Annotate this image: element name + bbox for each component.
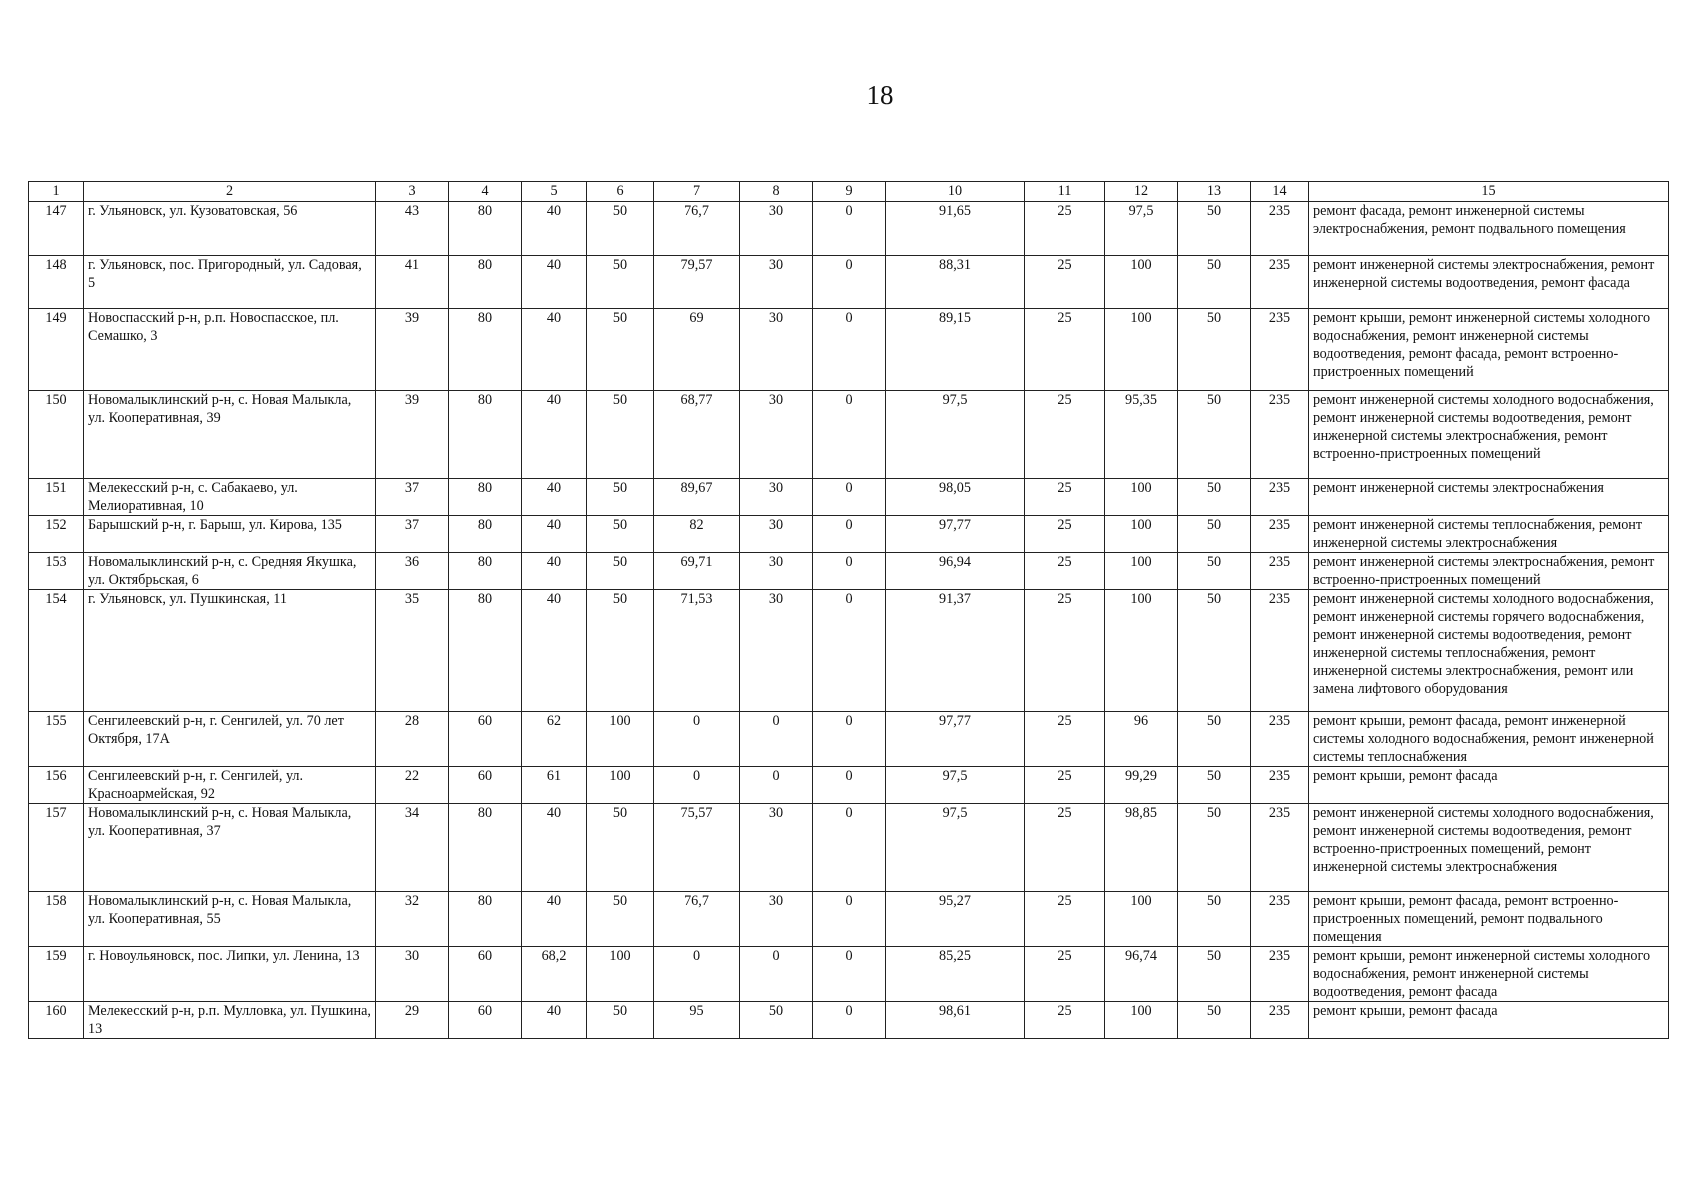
- cell-col-5: 40: [522, 804, 587, 892]
- row-number-cell: 147: [29, 202, 84, 256]
- cell-col-8: 50: [740, 1002, 813, 1039]
- cell-col-8: 30: [740, 590, 813, 712]
- row-number-cell: 160: [29, 1002, 84, 1039]
- cell-col-9: 0: [813, 767, 886, 804]
- row-number-cell: 156: [29, 767, 84, 804]
- table-row: [29, 1002, 1669, 1039]
- cell-col-6: 100: [587, 947, 654, 1002]
- works-cell: ремонт инженерной системы холодного водоснабжения, ремонт инженерной системы водоотведения, ремонт встроенно-пристроенных помещений, ремонт инженерной системы электроснабжения: [1309, 804, 1669, 892]
- cell-col-7: 82: [654, 516, 740, 553]
- works-cell: ремонт инженерной системы электроснабжения, ремонт инженерной системы водоотведения, ремонт фасада: [1309, 256, 1669, 309]
- cell-col-4: 80: [449, 804, 522, 892]
- cell-col-3: 39: [376, 391, 449, 479]
- cell-col-5: 62: [522, 712, 587, 767]
- cell-col-3: 41: [376, 256, 449, 309]
- cell-col-7: 71,53: [654, 590, 740, 712]
- cell-col-11: 25: [1025, 590, 1105, 712]
- cell-col-3: 29: [376, 1002, 449, 1039]
- cell-col-12: 100: [1105, 479, 1178, 516]
- cell-col-5: 40: [522, 892, 587, 947]
- works-cell: ремонт инженерной системы холодного водоснабжения, ремонт инженерной системы водоотведения, ремонт инженерной системы электроснабжения, ремонт встроенно-пристроенных помещений: [1309, 391, 1669, 479]
- cell-col-3: 35: [376, 590, 449, 712]
- cell-col-6: 50: [587, 516, 654, 553]
- cell-col-13: 50: [1178, 892, 1251, 947]
- cell-col-8: 0: [740, 947, 813, 1002]
- address-cell: Сенгилеевский р-н, г. Сенгилей, ул. 70 лет Октября, 17А: [84, 712, 376, 767]
- cell-col-6: 50: [587, 309, 654, 391]
- cell-col-12: 99,29: [1105, 767, 1178, 804]
- cell-col-13: 50: [1178, 309, 1251, 391]
- row-number-cell: 151: [29, 479, 84, 516]
- cell-col-9: 0: [813, 712, 886, 767]
- row-number-cell: 157: [29, 804, 84, 892]
- cell-col-6: 50: [587, 892, 654, 947]
- cell-col-4: 60: [449, 712, 522, 767]
- cell-col-12: 100: [1105, 892, 1178, 947]
- cell-col-8: 30: [740, 892, 813, 947]
- cell-col-7: 69,71: [654, 553, 740, 590]
- cell-col-9: 0: [813, 1002, 886, 1039]
- cell-col-11: 25: [1025, 391, 1105, 479]
- works-cell: ремонт инженерной системы теплоснабжения, ремонт инженерной системы электроснабжения: [1309, 516, 1669, 553]
- cell-col-13: 50: [1178, 767, 1251, 804]
- cell-col-7: 0: [654, 947, 740, 1002]
- cell-col-7: 76,7: [654, 202, 740, 256]
- cell-col-10: 97,77: [886, 712, 1025, 767]
- cell-col-4: 80: [449, 479, 522, 516]
- address-cell: г. Ульяновск, пос. Пригородный, ул. Садовая, 5: [84, 256, 376, 309]
- column-header-2: 2: [84, 182, 376, 202]
- cell-col-5: 61: [522, 767, 587, 804]
- cell-col-7: 95: [654, 1002, 740, 1039]
- cell-col-3: 32: [376, 892, 449, 947]
- cell-col-5: 40: [522, 256, 587, 309]
- works-cell: ремонт крыши, ремонт инженерной системы холодного водоснабжения, ремонт инженерной системы водоотведения, ремонт фасада: [1309, 947, 1669, 1002]
- works-cell: ремонт крыши, ремонт инженерной системы холодного водоснабжения, ремонт инженерной системы водоотведения, ремонт фасада, ремонт встроенно-пристроенных помещений: [1309, 309, 1669, 391]
- column-header-12: 12: [1105, 182, 1178, 202]
- cell-col-10: 89,15: [886, 309, 1025, 391]
- cell-col-10: 98,61: [886, 1002, 1025, 1039]
- cell-col-4: 80: [449, 892, 522, 947]
- cell-col-13: 50: [1178, 947, 1251, 1002]
- cell-col-7: 0: [654, 767, 740, 804]
- cell-col-7: 89,67: [654, 479, 740, 516]
- cell-col-13: 50: [1178, 804, 1251, 892]
- works-cell: ремонт крыши, ремонт фасада: [1309, 767, 1669, 804]
- cell-col-9: 0: [813, 804, 886, 892]
- cell-col-6: 50: [587, 804, 654, 892]
- address-cell: Сенгилеевский р-н, г. Сенгилей, ул. Красноармейская, 92: [84, 767, 376, 804]
- cell-col-12: 96: [1105, 712, 1178, 767]
- cell-col-8: 30: [740, 391, 813, 479]
- cell-col-14: 235: [1251, 767, 1309, 804]
- row-number-cell: 158: [29, 892, 84, 947]
- cell-col-4: 80: [449, 516, 522, 553]
- works-cell: ремонт фасада, ремонт инженерной системы электроснабжения, ремонт подвального помещения: [1309, 202, 1669, 256]
- cell-col-11: 25: [1025, 202, 1105, 256]
- table-row: [29, 712, 1669, 767]
- column-header-3: 3: [376, 182, 449, 202]
- cell-col-13: 50: [1178, 391, 1251, 479]
- cell-col-4: 60: [449, 1002, 522, 1039]
- address-cell: Новомалыклинский р-н, с. Новая Малыкла, ул. Кооперативная, 55: [84, 892, 376, 947]
- cell-col-9: 0: [813, 202, 886, 256]
- table-row: [29, 256, 1669, 309]
- cell-col-5: 40: [522, 309, 587, 391]
- cell-col-12: 100: [1105, 553, 1178, 590]
- cell-col-7: 0: [654, 712, 740, 767]
- column-header-8: 8: [740, 182, 813, 202]
- cell-col-11: 25: [1025, 804, 1105, 892]
- address-cell: Новомалыклинский р-н, с. Средняя Якушка, ул. Октябрьская, 6: [84, 553, 376, 590]
- address-cell: Новоспасский р-н, р.п. Новоспасское, пл. Семашко, 3: [84, 309, 376, 391]
- cell-col-10: 91,65: [886, 202, 1025, 256]
- address-cell: Мелекесский р-н, с. Сабакаево, ул. Мелиоративная, 10: [84, 479, 376, 516]
- cell-col-5: 40: [522, 391, 587, 479]
- cell-col-8: 30: [740, 804, 813, 892]
- cell-col-9: 0: [813, 256, 886, 309]
- cell-col-5: 40: [522, 516, 587, 553]
- cell-col-9: 0: [813, 947, 886, 1002]
- cell-col-11: 25: [1025, 553, 1105, 590]
- column-header-7: 7: [654, 182, 740, 202]
- cell-col-14: 235: [1251, 892, 1309, 947]
- cell-col-14: 235: [1251, 309, 1309, 391]
- column-header-14: 14: [1251, 182, 1309, 202]
- cell-col-14: 235: [1251, 516, 1309, 553]
- works-cell: ремонт крыши, ремонт фасада, ремонт встроенно-пристроенных помещений, ремонт подвального помещения: [1309, 892, 1669, 947]
- cell-col-13: 50: [1178, 1002, 1251, 1039]
- cell-col-3: 39: [376, 309, 449, 391]
- cell-col-14: 235: [1251, 553, 1309, 590]
- cell-col-6: 50: [587, 479, 654, 516]
- cell-col-13: 50: [1178, 479, 1251, 516]
- cell-col-10: 97,5: [886, 767, 1025, 804]
- cell-col-7: 79,57: [654, 256, 740, 309]
- column-header-9: 9: [813, 182, 886, 202]
- cell-col-8: 0: [740, 767, 813, 804]
- address-cell: г. Ульяновск, ул. Кузоватовская, 56: [84, 202, 376, 256]
- cell-col-10: 96,94: [886, 553, 1025, 590]
- column-header-1: 1: [29, 182, 84, 202]
- cell-col-11: 25: [1025, 712, 1105, 767]
- row-number-cell: 154: [29, 590, 84, 712]
- address-cell: г. Ульяновск, ул. Пушкинская, 11: [84, 590, 376, 712]
- row-number-cell: 148: [29, 256, 84, 309]
- cell-col-4: 80: [449, 391, 522, 479]
- cell-col-5: 40: [522, 590, 587, 712]
- table-row: [29, 479, 1669, 516]
- row-number-cell: 155: [29, 712, 84, 767]
- cell-col-6: 100: [587, 767, 654, 804]
- cell-col-12: 100: [1105, 256, 1178, 309]
- column-header-15: 15: [1309, 182, 1669, 202]
- cell-col-3: 30: [376, 947, 449, 1002]
- cell-col-11: 25: [1025, 309, 1105, 391]
- cell-col-10: 97,77: [886, 516, 1025, 553]
- cell-col-11: 25: [1025, 767, 1105, 804]
- row-number-cell: 149: [29, 309, 84, 391]
- cell-col-12: 100: [1105, 309, 1178, 391]
- cell-col-7: 76,7: [654, 892, 740, 947]
- cell-col-5: 40: [522, 1002, 587, 1039]
- cell-col-5: 40: [522, 202, 587, 256]
- cell-col-4: 60: [449, 947, 522, 1002]
- row-number-cell: 150: [29, 391, 84, 479]
- cell-col-12: 96,74: [1105, 947, 1178, 1002]
- cell-col-14: 235: [1251, 804, 1309, 892]
- cell-col-7: 69: [654, 309, 740, 391]
- cell-col-6: 50: [587, 256, 654, 309]
- cell-col-3: 22: [376, 767, 449, 804]
- column-header-10: 10: [886, 182, 1025, 202]
- cell-col-7: 75,57: [654, 804, 740, 892]
- cell-col-6: 50: [587, 590, 654, 712]
- cell-col-3: 36: [376, 553, 449, 590]
- cell-col-12: 97,5: [1105, 202, 1178, 256]
- cell-col-7: 68,77: [654, 391, 740, 479]
- cell-col-6: 50: [587, 1002, 654, 1039]
- cell-col-12: 100: [1105, 1002, 1178, 1039]
- cell-col-14: 235: [1251, 712, 1309, 767]
- cell-col-11: 25: [1025, 516, 1105, 553]
- cell-col-9: 0: [813, 553, 886, 590]
- cell-col-4: 80: [449, 256, 522, 309]
- works-cell: ремонт крыши, ремонт фасада: [1309, 1002, 1669, 1039]
- cell-col-13: 50: [1178, 712, 1251, 767]
- cell-col-6: 100: [587, 712, 654, 767]
- address-cell: Новомалыклинский р-н, с. Новая Малыкла, ул. Кооперативная, 37: [84, 804, 376, 892]
- cell-col-13: 50: [1178, 553, 1251, 590]
- column-header-5: 5: [522, 182, 587, 202]
- cell-col-14: 235: [1251, 202, 1309, 256]
- cell-col-13: 50: [1178, 256, 1251, 309]
- cell-col-9: 0: [813, 479, 886, 516]
- cell-col-5: 40: [522, 479, 587, 516]
- cell-col-14: 235: [1251, 391, 1309, 479]
- cell-col-9: 0: [813, 516, 886, 553]
- cell-col-12: 100: [1105, 590, 1178, 712]
- address-cell: Барышский р-н, г. Барыш, ул. Кирова, 135: [84, 516, 376, 553]
- cell-col-13: 50: [1178, 516, 1251, 553]
- column-header-11: 11: [1025, 182, 1105, 202]
- cell-col-5: 40: [522, 553, 587, 590]
- cell-col-3: 37: [376, 516, 449, 553]
- cell-col-14: 235: [1251, 590, 1309, 712]
- cell-col-10: 97,5: [886, 804, 1025, 892]
- cell-col-11: 25: [1025, 892, 1105, 947]
- page-number: 18: [866, 80, 894, 110]
- table-row: [29, 767, 1669, 804]
- cell-col-10: 85,25: [886, 947, 1025, 1002]
- cell-col-6: 50: [587, 391, 654, 479]
- repair-priority-table: [28, 181, 1669, 1039]
- table-row: [29, 391, 1669, 479]
- table-row: [29, 202, 1669, 256]
- table-row: [29, 553, 1669, 590]
- cell-col-14: 235: [1251, 947, 1309, 1002]
- row-number-cell: 153: [29, 553, 84, 590]
- cell-col-3: 37: [376, 479, 449, 516]
- cell-col-10: 91,37: [886, 590, 1025, 712]
- cell-col-8: 30: [740, 309, 813, 391]
- cell-col-10: 88,31: [886, 256, 1025, 309]
- cell-col-6: 50: [587, 202, 654, 256]
- works-cell: ремонт инженерной системы холодного водоснабжения, ремонт инженерной системы горячего водоснабжения, ремонт инженерной системы водоотведения, ремонт инженерной системы теплоснабжения, ремонт инженерной системы электроснабжения, ремонт или замена лифтового оборудования: [1309, 590, 1669, 712]
- row-number-cell: 152: [29, 516, 84, 553]
- table-row: [29, 309, 1669, 391]
- address-cell: г. Новоульяновск, пос. Липки, ул. Ленина, 13: [84, 947, 376, 1002]
- cell-col-14: 235: [1251, 479, 1309, 516]
- cell-col-4: 60: [449, 767, 522, 804]
- table-row: [29, 892, 1669, 947]
- cell-col-8: 30: [740, 516, 813, 553]
- cell-col-5: 68,2: [522, 947, 587, 1002]
- cell-col-12: 100: [1105, 516, 1178, 553]
- cell-col-11: 25: [1025, 947, 1105, 1002]
- works-cell: ремонт инженерной системы электроснабжения: [1309, 479, 1669, 516]
- table-row: [29, 947, 1669, 1002]
- cell-col-3: 34: [376, 804, 449, 892]
- cell-col-6: 50: [587, 553, 654, 590]
- table-body: [29, 202, 1669, 1039]
- cell-col-8: 0: [740, 712, 813, 767]
- cell-col-11: 25: [1025, 256, 1105, 309]
- cell-col-10: 95,27: [886, 892, 1025, 947]
- column-number-row: [29, 182, 1669, 202]
- cell-col-11: 25: [1025, 1002, 1105, 1039]
- table-row: [29, 590, 1669, 712]
- works-cell: ремонт инженерной системы электроснабжения, ремонт встроенно-пристроенных помещений: [1309, 553, 1669, 590]
- cell-col-12: 98,85: [1105, 804, 1178, 892]
- cell-col-8: 30: [740, 479, 813, 516]
- cell-col-8: 30: [740, 256, 813, 309]
- cell-col-4: 80: [449, 202, 522, 256]
- cell-col-10: 98,05: [886, 479, 1025, 516]
- address-cell: Новомалыклинский р-н, с. Новая Малыкла, ул. Кооперативная, 39: [84, 391, 376, 479]
- table-row: [29, 516, 1669, 553]
- cell-col-14: 235: [1251, 1002, 1309, 1039]
- cell-col-9: 0: [813, 892, 886, 947]
- cell-col-13: 50: [1178, 202, 1251, 256]
- cell-col-4: 80: [449, 553, 522, 590]
- column-header-4: 4: [449, 182, 522, 202]
- cell-col-9: 0: [813, 590, 886, 712]
- cell-col-9: 0: [813, 309, 886, 391]
- cell-col-14: 235: [1251, 256, 1309, 309]
- cell-col-11: 25: [1025, 479, 1105, 516]
- row-number-cell: 159: [29, 947, 84, 1002]
- cell-col-13: 50: [1178, 590, 1251, 712]
- cell-col-3: 43: [376, 202, 449, 256]
- address-cell: Мелекесский р-н, р.п. Мулловка, ул. Пушкина, 13: [84, 1002, 376, 1039]
- column-header-13: 13: [1178, 182, 1251, 202]
- cell-col-4: 80: [449, 309, 522, 391]
- table-row: [29, 804, 1669, 892]
- cell-col-10: 97,5: [886, 391, 1025, 479]
- cell-col-8: 30: [740, 202, 813, 256]
- cell-col-8: 30: [740, 553, 813, 590]
- cell-col-9: 0: [813, 391, 886, 479]
- cell-col-4: 80: [449, 590, 522, 712]
- cell-col-12: 95,35: [1105, 391, 1178, 479]
- column-header-6: 6: [587, 182, 654, 202]
- cell-col-3: 28: [376, 712, 449, 767]
- works-cell: ремонт крыши, ремонт фасада, ремонт инженерной системы холодного водоснабжения, ремонт инженерной системы теплоснабжения: [1309, 712, 1669, 767]
